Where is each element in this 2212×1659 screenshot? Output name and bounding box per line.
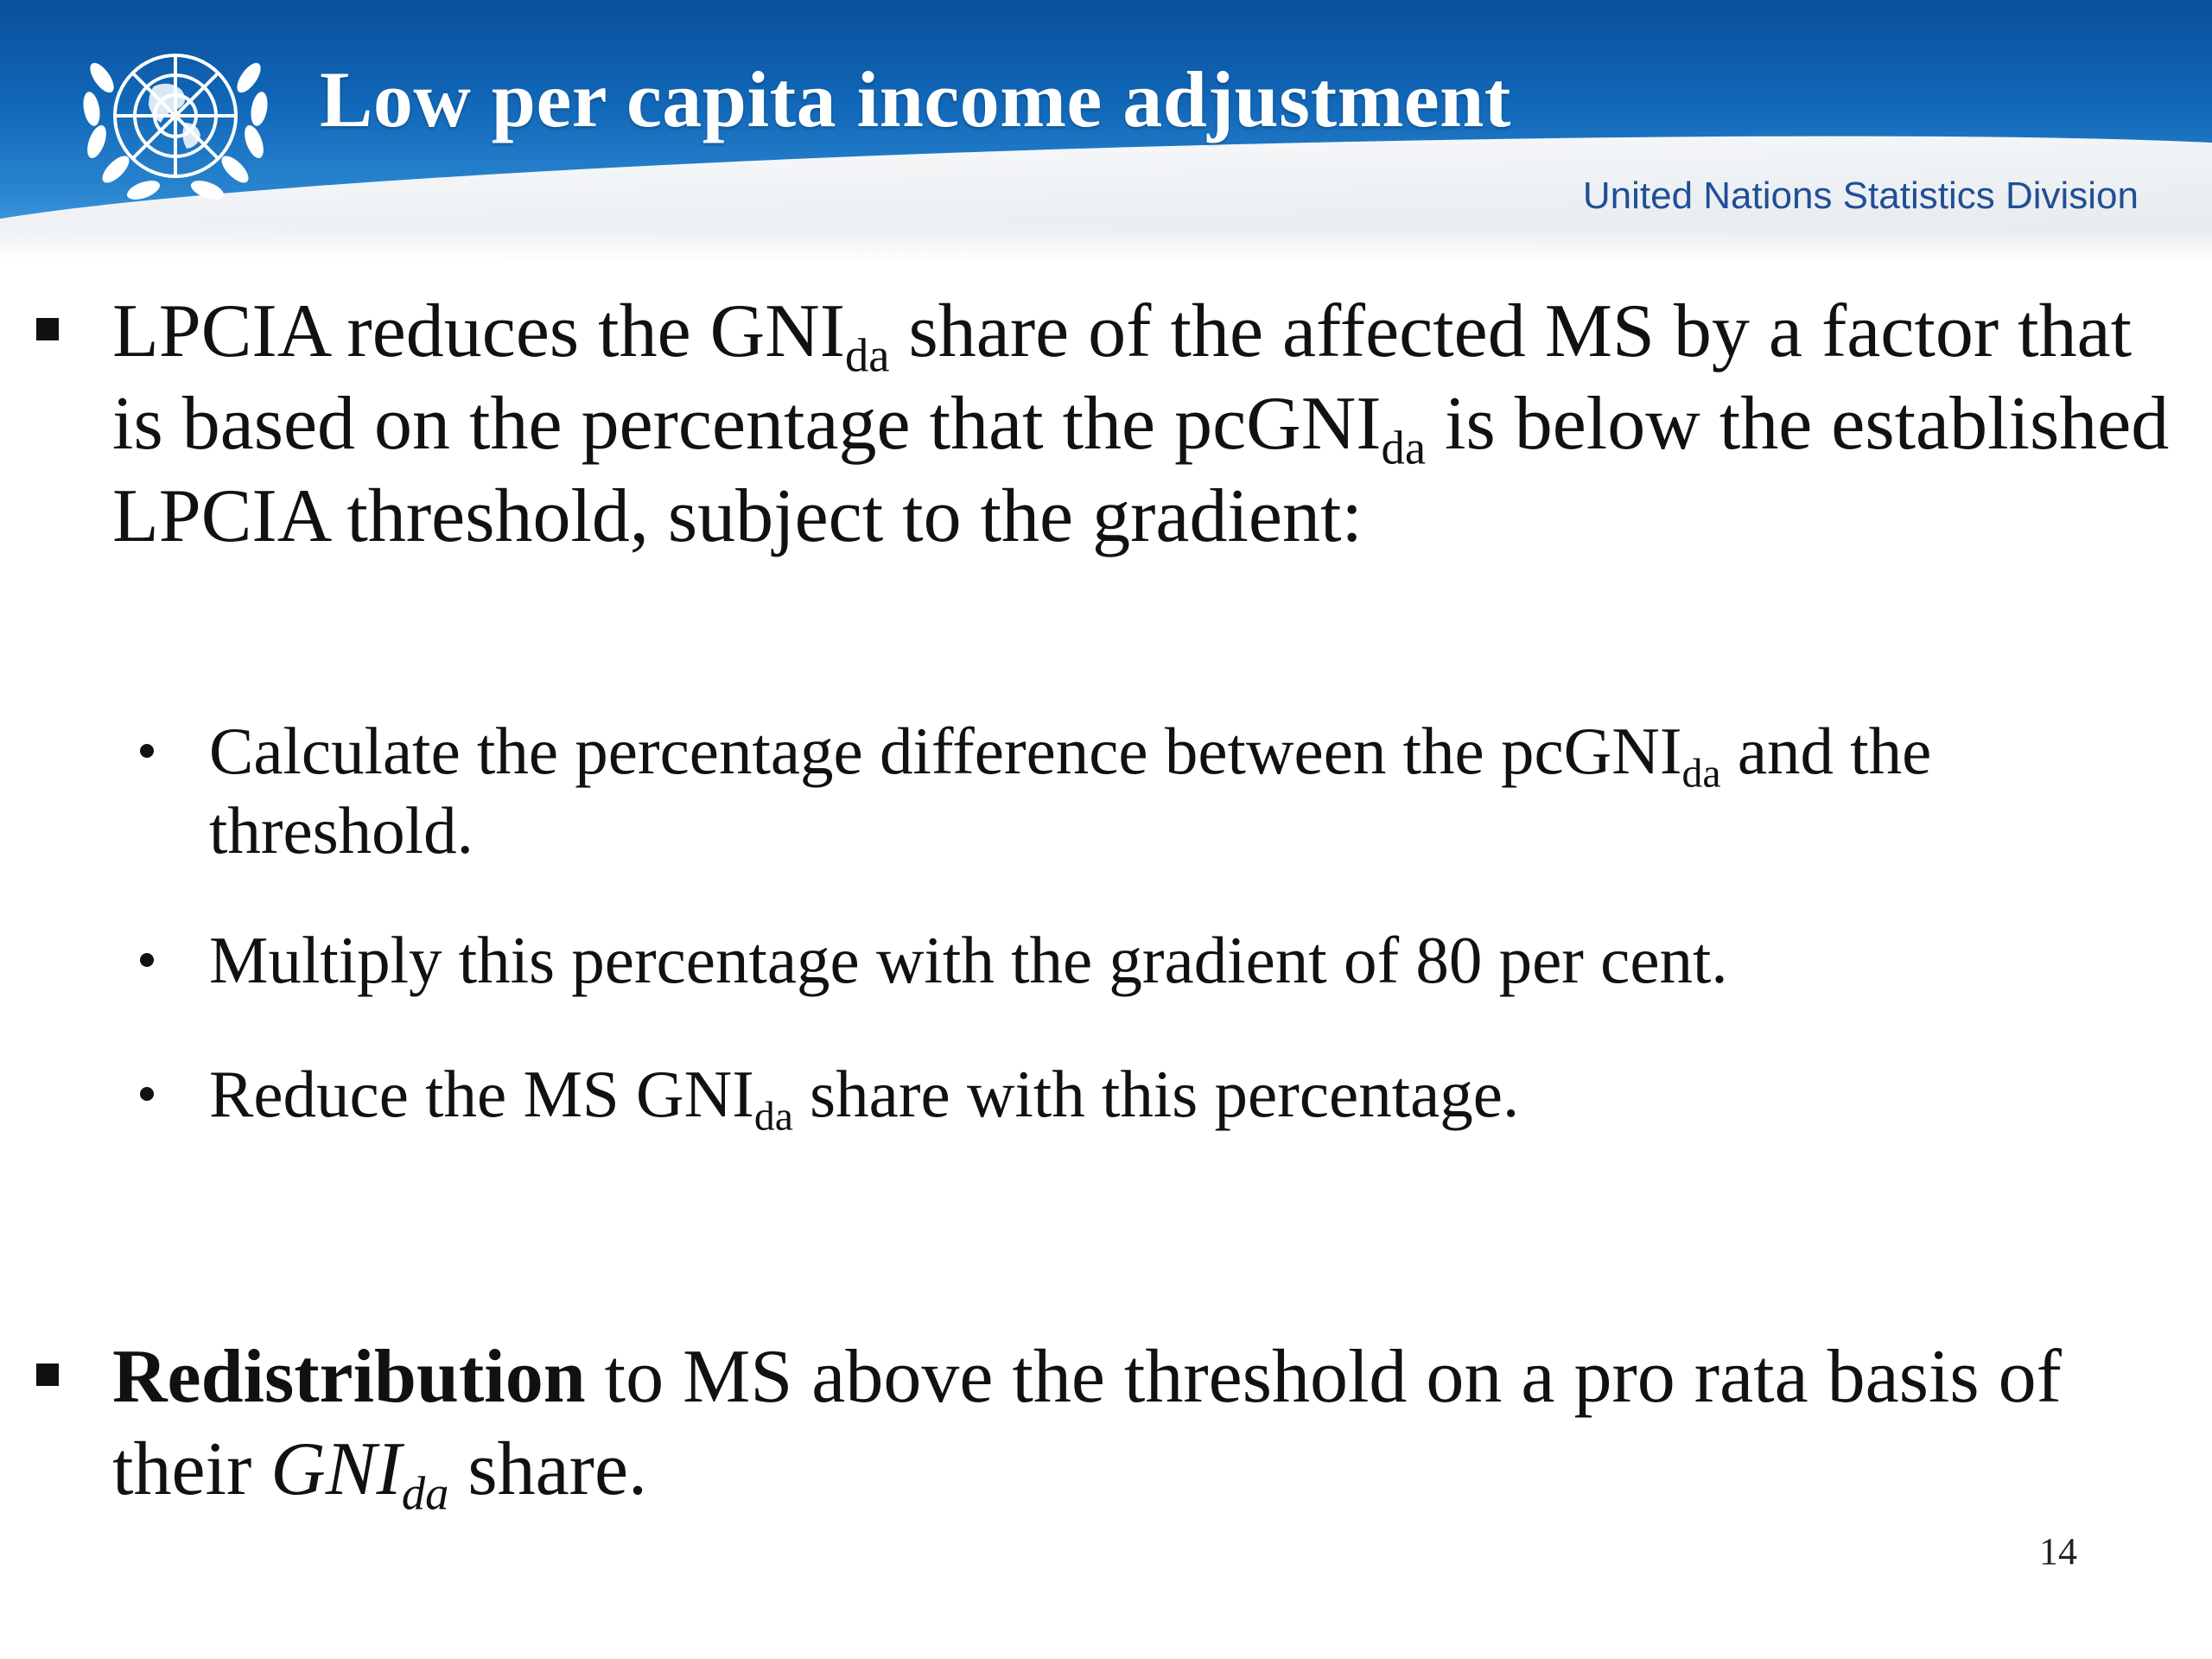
subbullet-reduce [209,1054,2171,1140]
bullet-text: to MS above the threshold on a pro rata basis of their [112,1335,2062,1511]
dot-bullet-icon [140,953,154,967]
slide-header [0,0,2212,259]
dot-bullet-icon [140,744,154,758]
bullet-lpcia [112,285,2177,563]
subscript: da [1681,750,1721,797]
header-fade [0,226,2212,259]
un-emblem-icon [67,26,283,218]
subbullet-text: and the threshold. [209,714,1932,868]
square-bullet-icon [36,1363,59,1386]
subbullet-text: Multiply this percentage with the gradient of 80 per cent. [209,923,1728,997]
subbullet-multiply [209,920,2171,1000]
subscript: da [845,328,890,382]
subscript: da [1381,421,1427,474]
slide-title: Low per capita income adjustment [320,55,1511,143]
subbullet-text: share with this percentage. [792,1057,1520,1131]
bullet-text: is below the established LPCIA threshold, subject to the gradient: [112,382,2170,558]
bullet-text: LPCIA reduces the GNI [112,289,846,373]
subbullet-text: Calculate the percentage difference between the pcGNI [209,714,1682,788]
bullet-text: share. [448,1427,648,1511]
square-bullet-icon [36,318,59,340]
subbullet-calculate [209,711,2171,870]
bullet-redistribution [112,1331,2177,1520]
bold-term: Redistribution [112,1335,586,1419]
italic-term: GNI [270,1427,402,1511]
subscript: da [753,1093,793,1140]
subbullet-text: Reduce the MS GNI [209,1057,754,1131]
page-number: 14 [2039,1530,2077,1573]
subscript: da [401,1466,449,1520]
bullet-text: share of the affected MS by a factor that is based on the percentage that the pcGNI [112,289,2133,466]
dot-bullet-icon [140,1087,154,1101]
organization-name: United Nations Statistics Division [1582,175,2139,217]
